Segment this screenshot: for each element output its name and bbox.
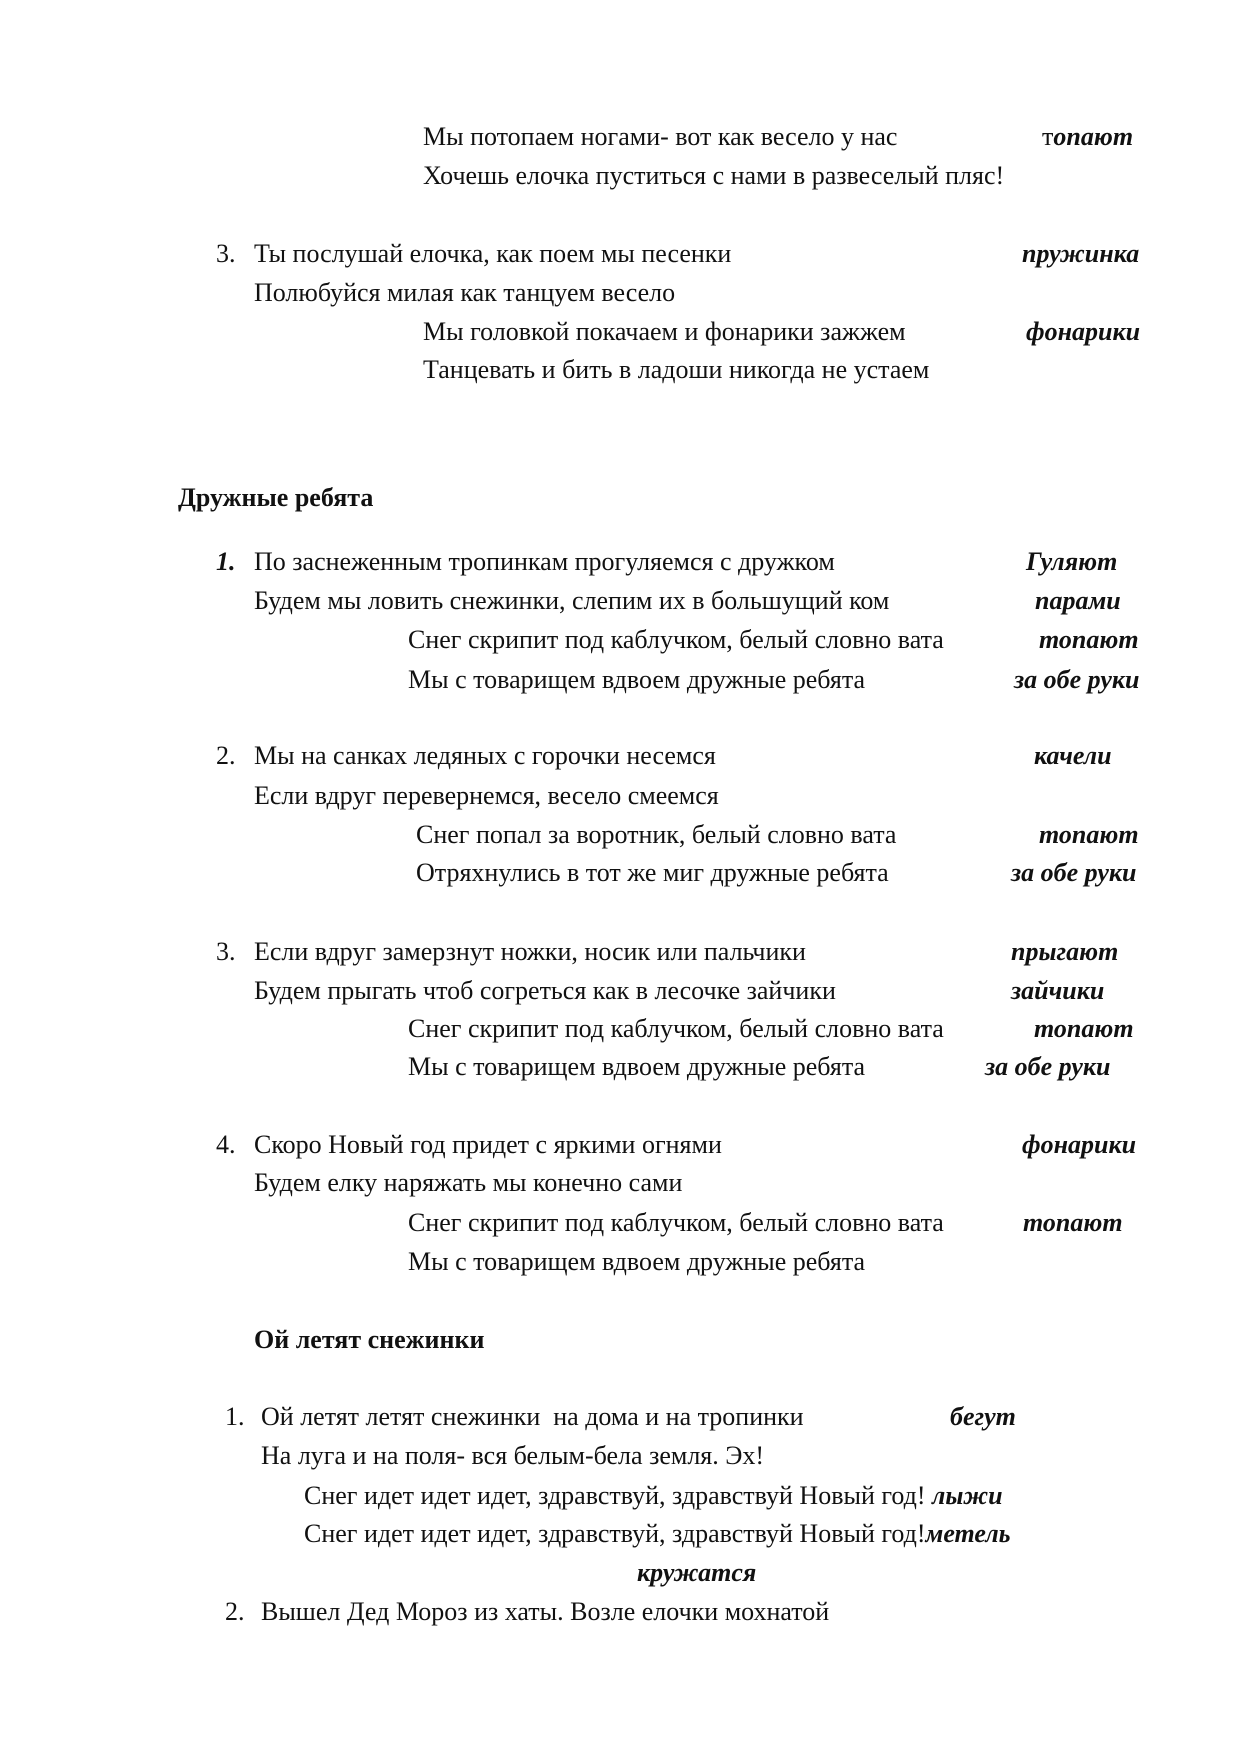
action-note: топают xyxy=(1034,1014,1134,1043)
lyric-line: Танцевать и бить в ладоши никогда не устаем xyxy=(423,355,930,384)
action-note: топают xyxy=(1023,1208,1123,1237)
lyric-text: Снег идет идет идет, здравствуй, здравствуй Новый год! xyxy=(304,1481,933,1510)
action-note: за обе руки xyxy=(985,1052,1111,1081)
lyric-line: По заснеженным тропинкам прогуляемся с дружком xyxy=(254,547,835,576)
lyric-line: Ты послушай елочка, как поем мы песенки xyxy=(254,239,732,268)
verse-number: 4. xyxy=(216,1130,236,1159)
lyric-line: Если вдруг перевернемся, весело смеемся xyxy=(254,781,719,810)
action-note xyxy=(1042,122,1133,152)
verse-number: 3. xyxy=(216,937,236,966)
song-title: Ой летят снежинки xyxy=(254,1325,485,1354)
lyric-line: Будем мы ловить снежинки, слепим их в большущий ком xyxy=(254,586,890,615)
action-note: лыжи xyxy=(932,1481,1003,1510)
action-note: фонарики xyxy=(1022,1130,1137,1159)
verse-number: 1. xyxy=(225,1402,245,1431)
lyric-line: Хочешь елочка пуститься с нами в развеселый пляс! xyxy=(423,161,1005,190)
action-note: качели xyxy=(1034,741,1112,770)
lyric-line xyxy=(304,1481,1003,1511)
verse-number: 2. xyxy=(216,741,236,770)
lyric-line: Мы с товарищем вдвоем дружные ребята xyxy=(408,665,866,694)
lyric-text: Снег идет идет идет, здравствуй, здравствуй Новый год! xyxy=(304,1519,926,1548)
lyric-line: Ой летят летят снежинки на дома и на тропинки xyxy=(261,1402,804,1431)
lyric-line xyxy=(304,1519,1011,1549)
action-note: топают xyxy=(1039,820,1139,849)
lyric-line: Вышел Дед Мороз из хаты. Возле елочки мохнатой xyxy=(261,1597,830,1626)
song-title: Дружные ребята xyxy=(178,483,374,512)
action-note: бегут xyxy=(950,1402,1016,1431)
lyric-line: Мы с товарищем вдвоем дружные ребята xyxy=(408,1052,866,1081)
action-note-part: опают xyxy=(1053,122,1134,151)
action-note: за обе руки xyxy=(1011,858,1137,887)
lyric-line: На луга и на поля- вся белым-бела земля. Эх! xyxy=(261,1441,765,1470)
action-note: метель xyxy=(925,1519,1011,1548)
verse-number: 3. xyxy=(216,239,236,268)
verse-number: 2. xyxy=(225,1597,245,1626)
lyric-line: Будем прыгать чтоб согреться как в лесочке зайчики xyxy=(254,976,836,1005)
lyric-line: Полюбуйся милая как танцуем весело xyxy=(254,278,676,307)
lyric-line: Мы с товарищем вдвоем дружные ребята xyxy=(408,1247,866,1276)
action-note: за обе руки xyxy=(1014,665,1140,694)
lyric-line: Снег скрипит под каблучком, белый словно вата xyxy=(408,625,944,654)
lyric-line: Мы на санках ледяных с горочки несемся xyxy=(254,741,716,770)
lyric-line: Если вдруг замерзнут ножки, носик или пальчики xyxy=(254,937,806,966)
lyric-line: Будем елку наряжать мы конечно сами xyxy=(254,1168,683,1197)
action-note: Гуляют xyxy=(1026,547,1118,576)
action-note: кружатся xyxy=(637,1558,757,1587)
lyric-line: Мы головкой покачаем и фонарики зажжем xyxy=(423,317,906,346)
lyric-line: Мы потопаем ногами- вот как весело у нас xyxy=(423,122,898,151)
action-note: топают xyxy=(1039,625,1139,654)
action-note: парами xyxy=(1035,586,1121,615)
lyric-line: Снег скрипит под каблучком, белый словно вата xyxy=(408,1208,951,1237)
lyric-line: Отряхнулись в тот же миг дружные ребята xyxy=(416,858,889,887)
lyric-line: Снег скрипит под каблучком, белый словно вата xyxy=(408,1014,944,1043)
lyric-line: Скоро Новый год придет с яркими огнями xyxy=(254,1130,722,1159)
verse-number: 1. xyxy=(216,547,236,576)
action-note: пружинка xyxy=(1022,239,1140,268)
action-note: прыгают xyxy=(1011,937,1119,966)
action-note-part: т xyxy=(1042,122,1054,151)
action-note: фонарики xyxy=(1026,317,1141,346)
lyric-line: Снег попал за воротник, белый словно вата xyxy=(416,820,897,849)
action-note: зайчики xyxy=(1011,976,1105,1005)
